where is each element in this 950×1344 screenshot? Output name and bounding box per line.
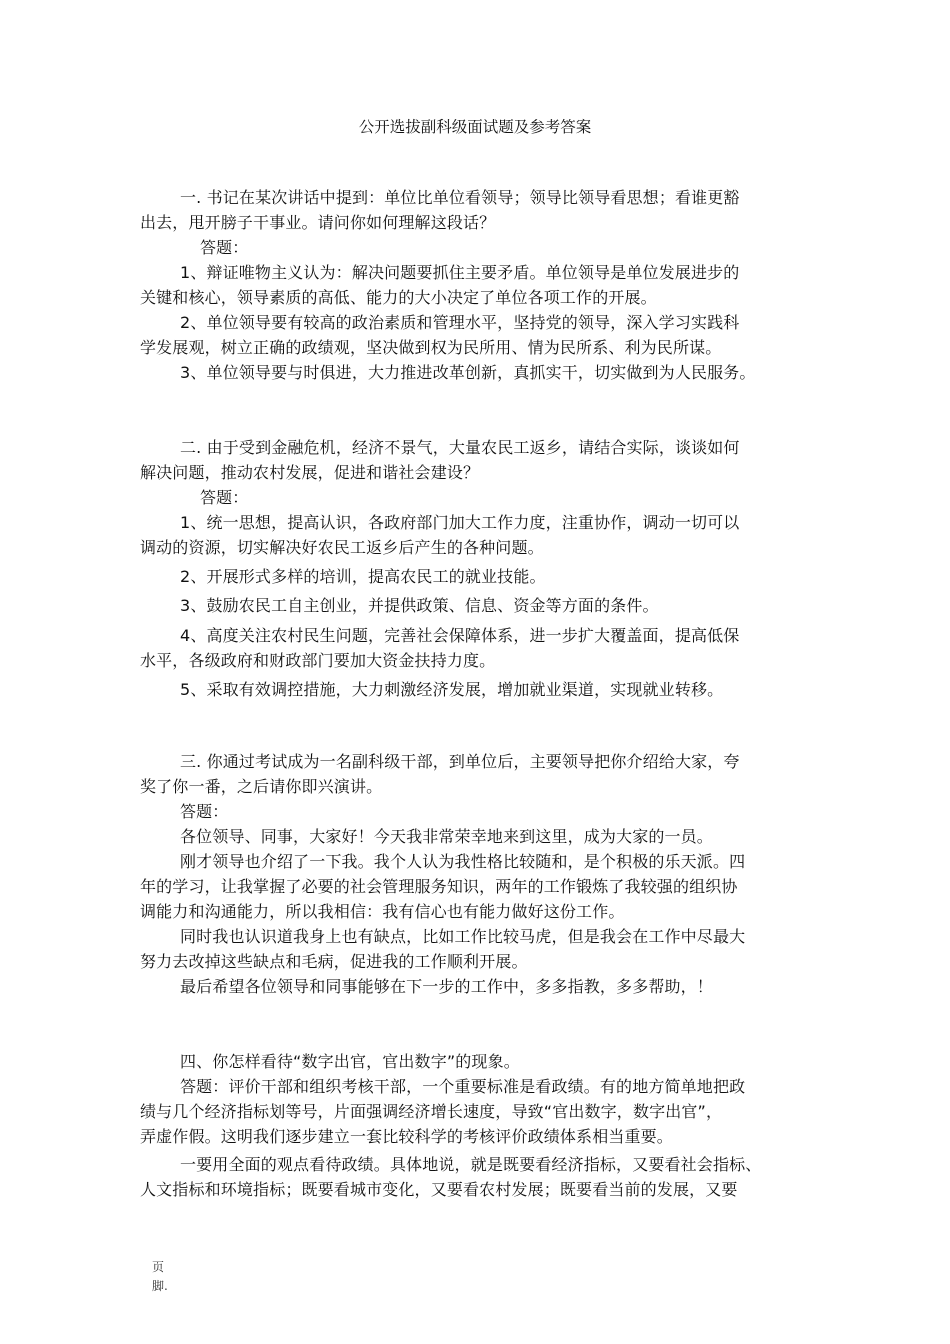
- answer-2-item-4-line-2: 水平，各级政府和财政部门要加大资金扶持力度。: [140, 651, 496, 670]
- footer-line-1: 页: [152, 1260, 165, 1274]
- answer-1-item-2-line-1: 2、单位领导要有较高的政治素质和管理水平，坚持党的领导，深入学习实践科: [180, 313, 740, 332]
- answer-3-paragraph-3-line-1: 同时我也认识道我身上也有缺点，比如工作比较马虎，但是我会在工作中尽最大: [180, 927, 746, 946]
- question-1-line-2: 出去，甩开膀子干事业。请问你如何理解这段话？: [140, 213, 496, 232]
- answer-4-paragraph-1-line-1: 答题：评价干部和组织考核干部，一个重要标准是看政绩。有的地方简单地把政: [180, 1077, 746, 1096]
- question-2-line-1: 二. 由于受到金融危机，经济不景气，大量农民工返乡，请结合实际，谈谈如何: [180, 438, 740, 457]
- answer-2-item-1-line-1: 1、统一思想，提高认识，各政府部门加大工作力度，注重协作，调动一切可以: [180, 513, 740, 532]
- answer-4-paragraph-2-line-1: 一要用全面的观点看待政绩。具体地说，就是既要看经济指标，又要看社会指标、: [180, 1155, 762, 1174]
- answer-3-paragraph-2-line-3: 调能力和沟通能力，所以我相信：我有信心也有能力做好这份工作。: [140, 902, 625, 921]
- answer-3-paragraph-1: 各位领导、同事，大家好！今天我非常荣幸地来到这里，成为大家的一员。: [180, 827, 713, 846]
- answer-1-item-3: 3、单位领导要与时俱进，大力推进改革创新，真抓实干，切实做到为人民服务。: [180, 363, 756, 382]
- answer-2-item-1-line-2: 调动的资源，切实解决好农民工返乡后产生的各种问题。: [140, 538, 544, 557]
- answer-4-paragraph-1-line-2: 绩与几个经济指标划等号，片面强调经济增长速度，导致“官出数字，数字出官”，: [140, 1102, 723, 1121]
- answer-4-paragraph-1-line-3: 弄虚作假。这明我们逐步建立一套比较科学的考核评价政绩体系相当重要。: [140, 1127, 673, 1146]
- answer-3-paragraph-2-line-1: 刚才领导也介绍了一下我。我个人认为我性格比较随和，是个积极的乐天派。四: [180, 852, 746, 871]
- document-title: 公开选拔副科级面试题及参考答案: [358, 118, 592, 136]
- answer-4-paragraph-2-line-2: 人文指标和环境指标；既要看城市变化，又要看农村发展；既要看当前的发展，又要: [140, 1180, 738, 1199]
- answer-1-item-1-line-2: 关键和核心，领导素质的高低、能力的大小决定了单位各项工作的开展。: [140, 288, 657, 307]
- answer-2-item-3: 3、鼓励农民工自主创业，并提供政策、信息、资金等方面的条件。: [180, 596, 659, 615]
- answer-3-paragraph-4: 最后希望各位领导和同事能够在下一步的工作中，多多指教，多多帮助，！: [180, 977, 713, 996]
- answer-2-item-4-line-1: 4、高度关注农村民生问题，完善社会保障体系，进一步扩大覆盖面，提高低保: [180, 626, 740, 645]
- answer-1-label: 答题：: [200, 238, 249, 257]
- footer-line-2: 脚.: [152, 1279, 168, 1293]
- question-3-line-2: 奖了你一番，之后请你即兴演讲。: [140, 777, 383, 796]
- answer-2-label: 答题：: [200, 488, 249, 507]
- answer-3-paragraph-3-line-2: 努力去改掉这些缺点和毛病，促进我的工作顺利开展。: [140, 952, 528, 971]
- question-4: 四、你怎样看待“数字出官，官出数字”的现象。: [180, 1052, 520, 1071]
- answer-1-item-1-line-1: 1、辩证唯物主义认为：解决问题要抓住主要矛盾。单位领导是单位发展进步的: [180, 263, 740, 282]
- question-2-line-2: 解决问题，推动农村发展，促进和谐社会建设？: [140, 463, 480, 482]
- question-3-line-1: 三. 你通过考试成为一名副科级干部，到单位后，主要领导把你介绍给大家，夸: [180, 752, 740, 771]
- answer-1-item-2-line-2: 学发展观，树立正确的政绩观，坚决做到权为民所用、情为民所系、利为民所谋。: [140, 338, 722, 357]
- answer-3-paragraph-2-line-2: 年的学习，让我掌握了必要的社会管理服务知识，两年的工作锻炼了我较强的组织协: [140, 877, 738, 896]
- answer-3-label: 答题：: [180, 802, 229, 821]
- answer-2-item-5: 5、采取有效调控措施，大力刺激经济发展，增加就业渠道，实现就业转移。: [180, 680, 724, 699]
- answer-2-item-2: 2、开展形式多样的培训，提高农民工的就业技能。: [180, 567, 546, 586]
- question-1-line-1: 一. 书记在某次讲话中提到：单位比单位看领导；领导比领导看思想；看谁更豁: [180, 188, 740, 207]
